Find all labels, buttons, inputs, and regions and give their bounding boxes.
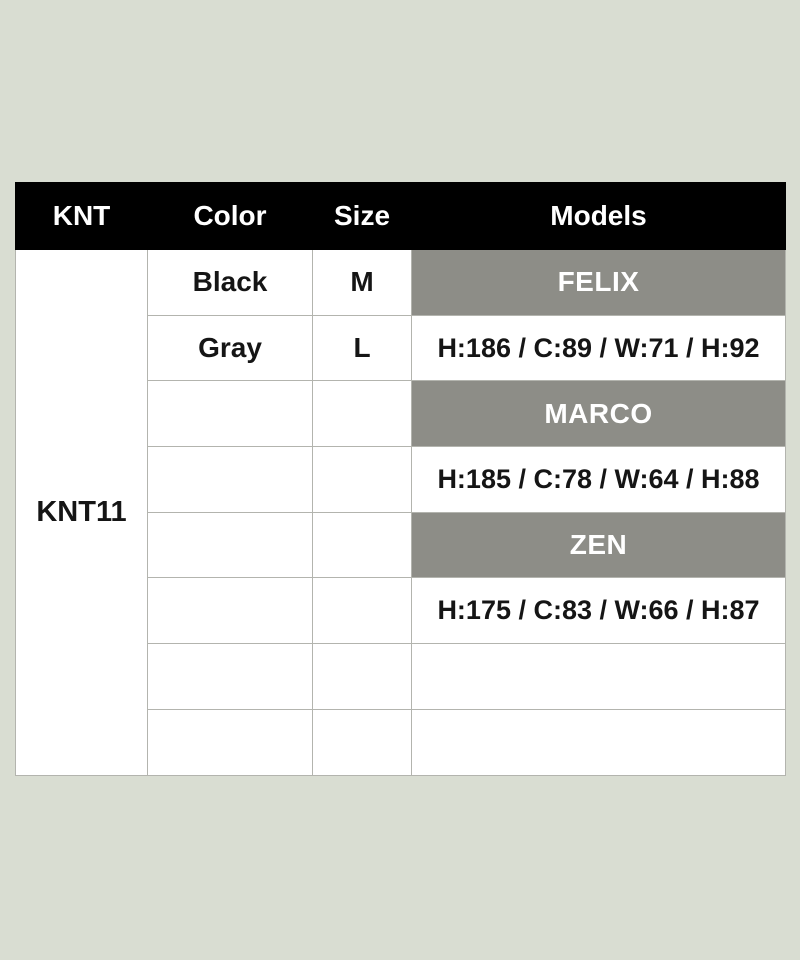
- size-cell: [313, 447, 412, 513]
- measurements-cell: H:186 / C:89 / W:71 / H:92: [412, 315, 786, 381]
- empty-model-cell: [412, 644, 786, 710]
- size-cell: M: [313, 250, 412, 316]
- color-cell: [148, 644, 313, 710]
- header-models: Models: [412, 183, 786, 250]
- model-name-cell: FELIX: [412, 250, 786, 316]
- header-size: Size: [313, 183, 412, 250]
- size-cell: [313, 578, 412, 644]
- empty-model-cell: [412, 709, 786, 775]
- measurements-cell: H:175 / C:83 / W:66 / H:87: [412, 578, 786, 644]
- color-cell: [148, 512, 313, 578]
- size-cell: [313, 381, 412, 447]
- color-cell: [148, 381, 313, 447]
- model-name-cell: MARCO: [412, 381, 786, 447]
- measurements-cell: H:185 / C:78 / W:64 / H:88: [412, 447, 786, 513]
- header-color: Color: [148, 183, 313, 250]
- product-code-cell: KNT11: [16, 250, 148, 776]
- header-row: [16, 183, 786, 250]
- size-chart-table: [15, 182, 786, 776]
- size-cell: [313, 709, 412, 775]
- header-knt: KNT: [16, 183, 148, 250]
- color-cell: [148, 578, 313, 644]
- color-cell: [148, 709, 313, 775]
- size-cell: L: [313, 315, 412, 381]
- color-cell: Gray: [148, 315, 313, 381]
- table-header: [16, 183, 786, 250]
- size-cell: [313, 644, 412, 710]
- color-cell: Black: [148, 250, 313, 316]
- size-cell: [313, 512, 412, 578]
- model-name-cell: ZEN: [412, 512, 786, 578]
- table-row: [16, 250, 786, 316]
- color-cell: [148, 447, 313, 513]
